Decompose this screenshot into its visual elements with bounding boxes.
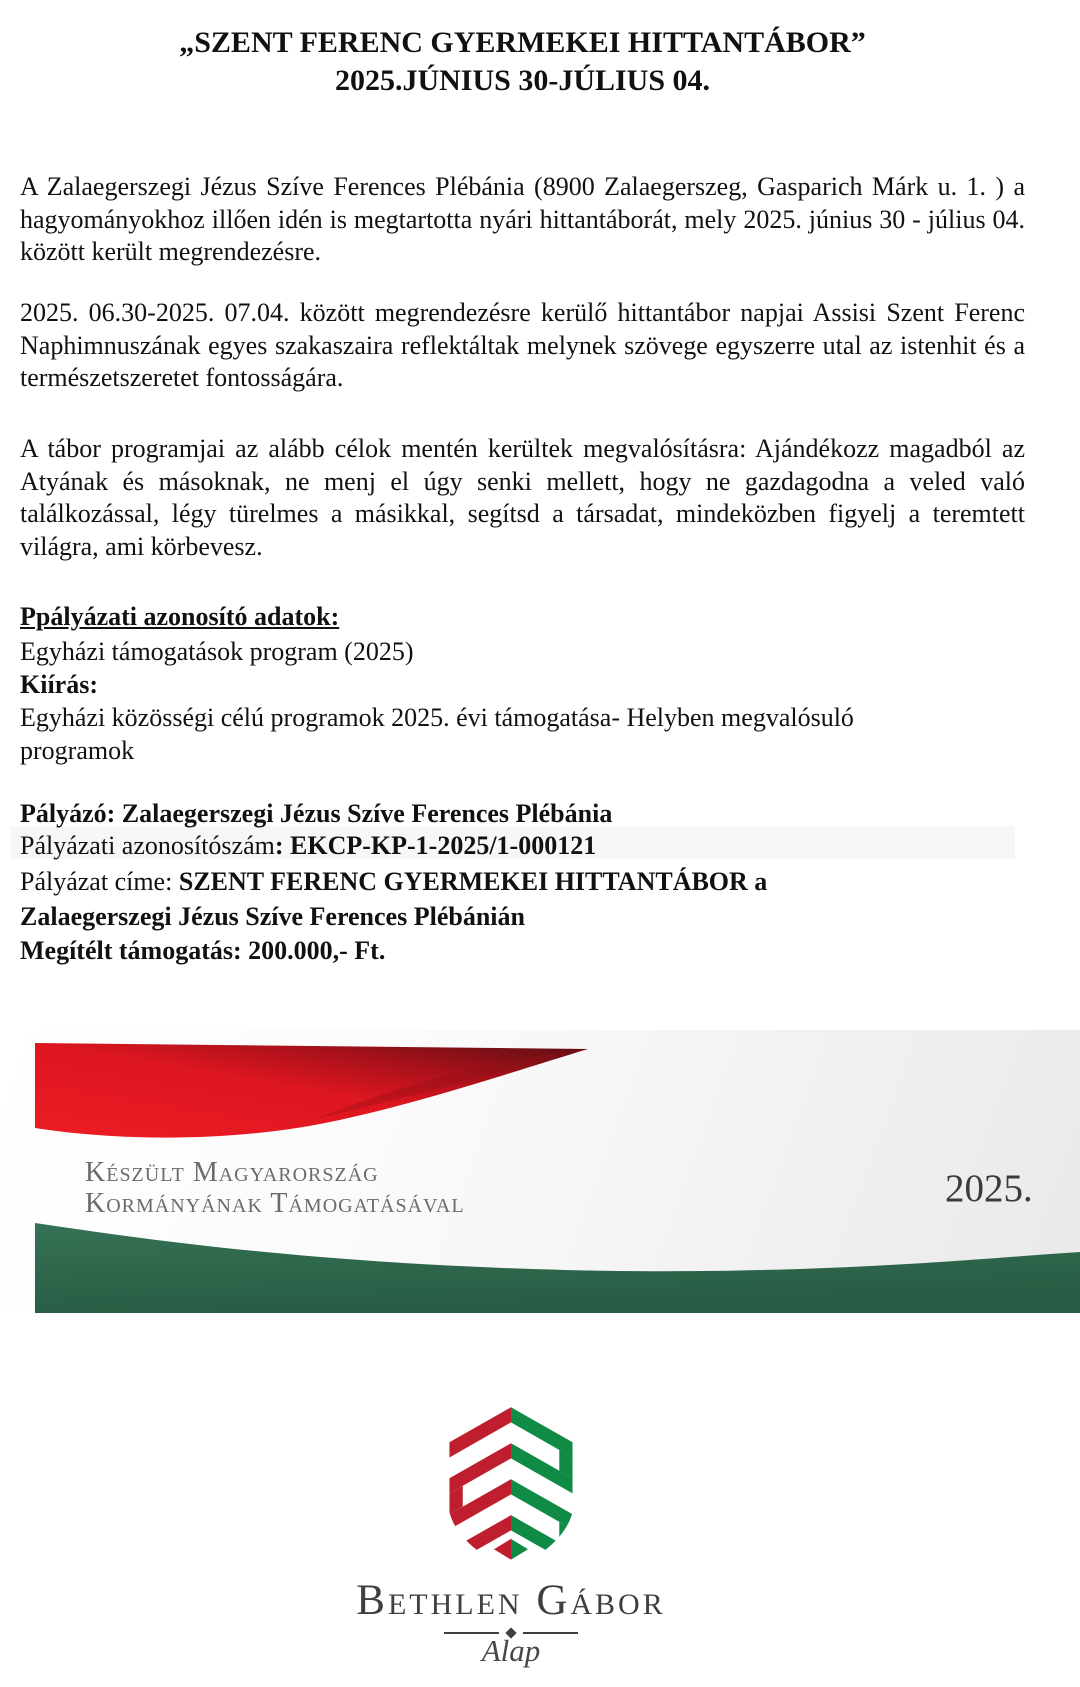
granted-support-line: Megítélt támogatás: 200.000,- Ft. [20, 936, 386, 965]
application-id-line [20, 829, 1025, 863]
footer-year: 2025. [945, 1167, 1033, 1210]
government-support-line2: Kormányának Támogatásával [85, 1188, 465, 1219]
government-support-text [85, 1157, 465, 1219]
grant-kiiras-value-line1: Egyházi közösségi célú programok 2025. évi támogatása- Helyben megvalósuló [20, 703, 854, 732]
applicant-line: Pályázó: Zalaegerszegi Jézus Szíve Ferences Plébánia [20, 799, 613, 828]
bga-logo-name: Bethlen Gábor [356, 1577, 666, 1624]
paragraph-goals: A tábor programjai az alább célok mentén kerültek megvalósításra: Ajándékozz magadból az Atyának és másoknak, ne menj el úgy senki mellett, hogy ne gazdagodna a veled való találkozással, légy türelmes a másikkal, segítsd a társadat, mindeközben figyelj a teremtett világra, ami körbevesz. [20, 434, 1025, 561]
document-title [20, 24, 1025, 100]
grant-section-heading: Ppályázati azonosító adatok: [20, 602, 340, 631]
grant-kiiras-value-line2: programok [20, 736, 135, 765]
bga-logo-subname: Alap [481, 1633, 541, 1668]
application-id-value: : EKCP-KP-1-2025/1-000121 [274, 831, 597, 860]
paragraph-intro: A Zalaegerszegi Jézus Szíve Ferences Plébánia (8900 Zalaegerszeg, Gasparich Márk u. 1. ) a hagyományokhoz illően idén is megtartotta nyári hittantáborát, mely 2025. június 30 - július 04. között került megrendezésre. [20, 172, 1025, 266]
application-title-line [20, 864, 1025, 934]
grant-kiiras-value [20, 701, 1025, 767]
application-title-value-line1: SZENT FERENC GYERMEKEI HITTANTÁBOR a [178, 867, 768, 896]
application-id-label: Pályázati azonosítószám [20, 831, 275, 860]
title-line-1: „SZENT FERENC GYERMEKEI HITTANTÁBOR” [179, 26, 866, 59]
application-title-value-line2: Zalaegerszegi Jézus Szíve Ferences Plébánián [20, 902, 525, 931]
bga-shield-logo [440, 1393, 582, 1573]
paragraph-camp-days: 2025. 06.30-2025. 07.04. között megrendezésre kerülő hittantábor napjai Assisi Szent Ferenc Naphimnuszának egyes szakaszaira reflektáltak melynek szövege egyszerre utal az istenhit és a természetszeretet fontosságára. [20, 298, 1025, 392]
government-support-line1: Készült Magyarország [85, 1157, 379, 1188]
red-ribbon-graphic [35, 1043, 588, 1144]
green-wave-graphic [35, 1220, 1080, 1313]
title-line-2: 2025.JÚNIUS 30-JÚLIUS 04. [334, 64, 711, 97]
grant-program-name: Egyházi támogatások program (2025) [20, 637, 414, 666]
application-title-label: Pályázat címe: [20, 867, 179, 896]
grant-kiiras-label: Kiírás: [20, 670, 98, 699]
